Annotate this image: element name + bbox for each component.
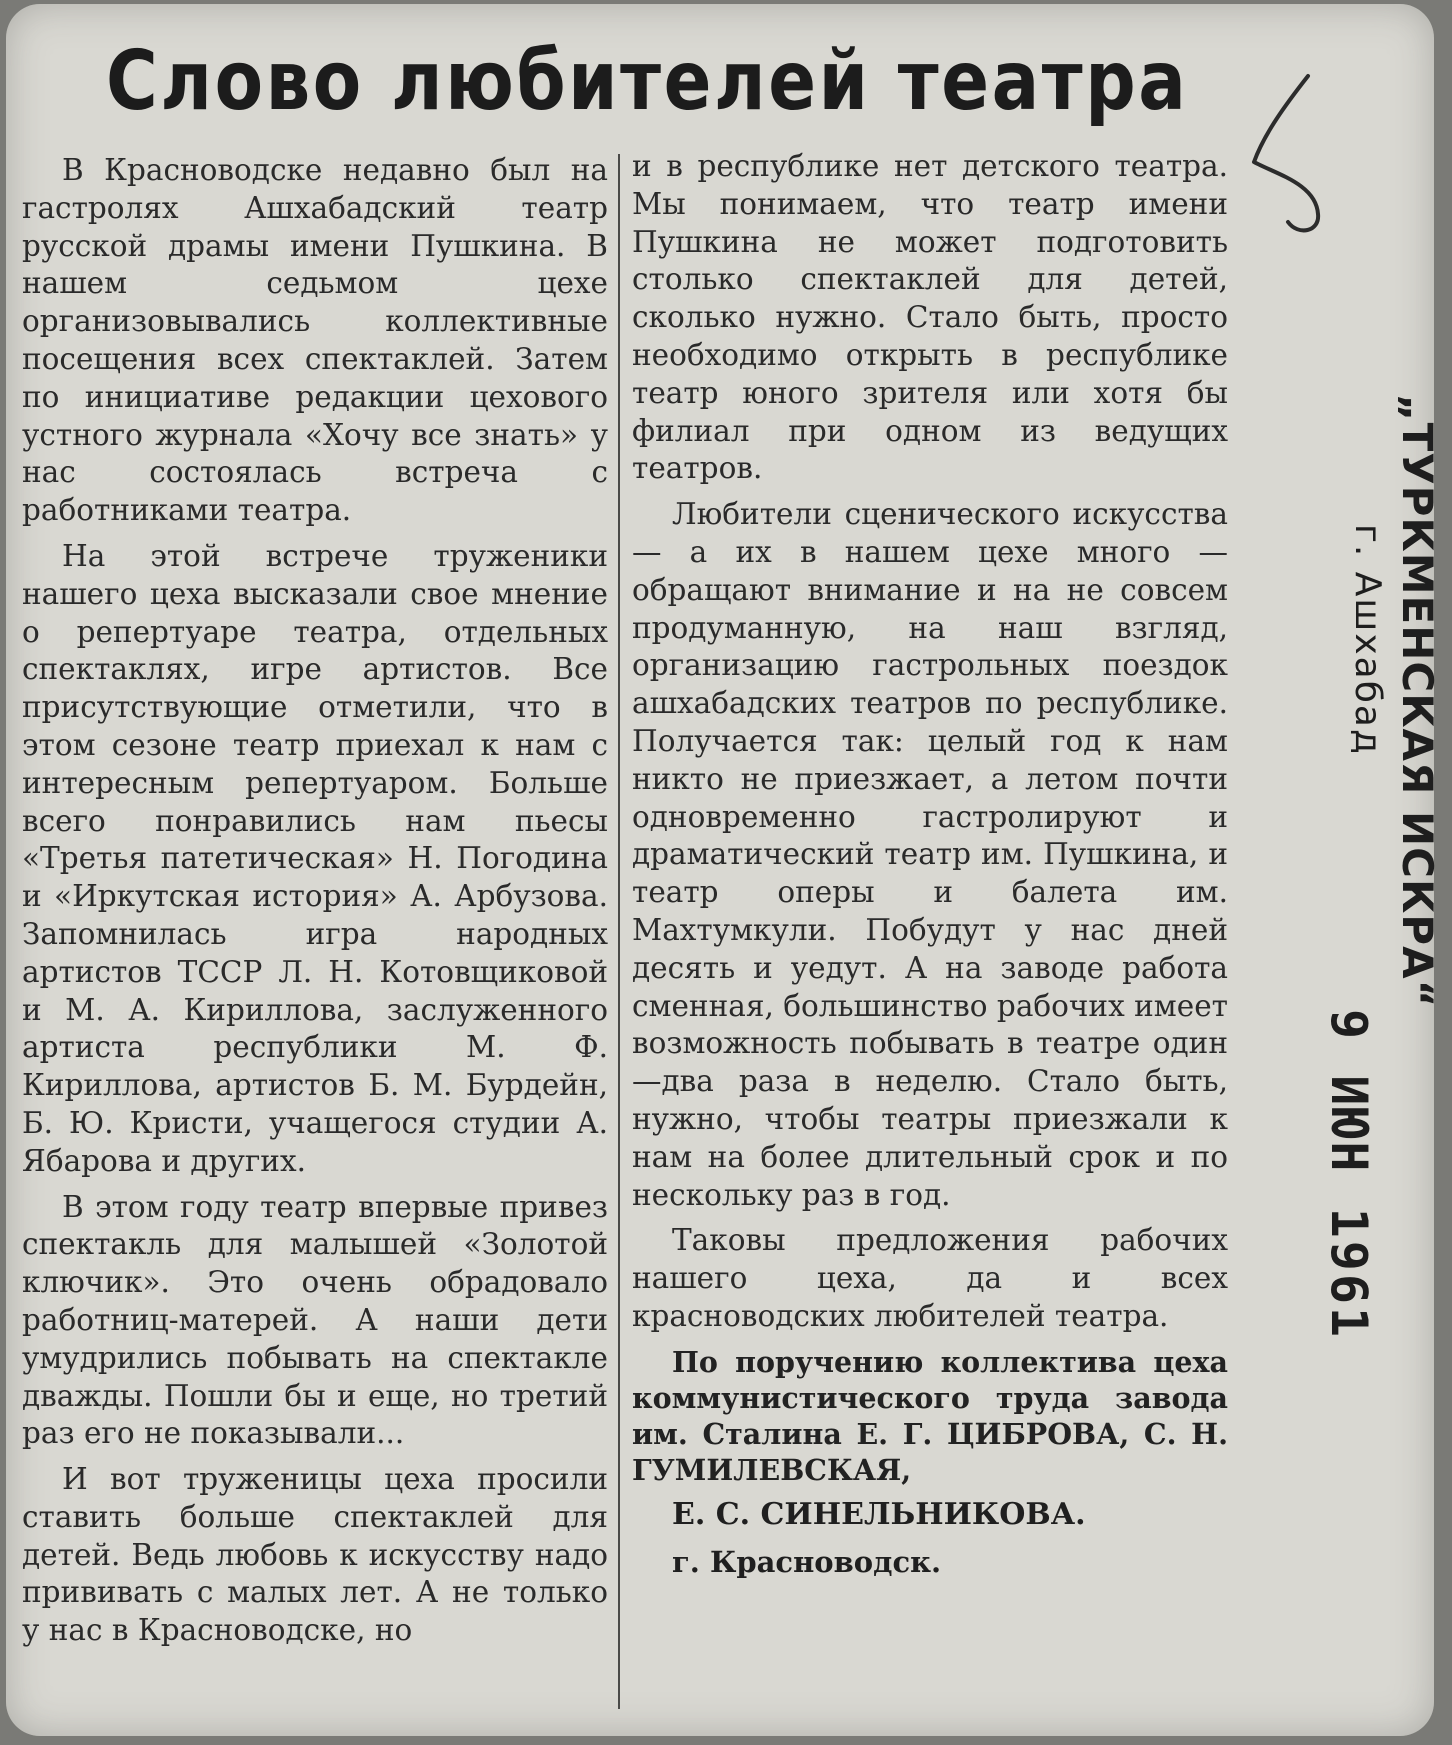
paragraph: и в республике нет детского театра. Мы понимаем, что театр имени Пушкина не может подготовить столько спектаклей для детей, сколько нужно. Стало быть, просто необходимо открыть в республике театр юного зрителя или хотя бы филиал при одном из ведущих театров.: [632, 149, 1228, 486]
article-column-right: [632, 148, 1228, 1708]
paragraph: В Красноводске недавно был на гастролях Ашхабадский театр русской драмы имени Пушкина. В нашем седьмом цехе организовывались коллективные посещения всех спектаклей. Затем по инициативе редакции цехового устного журнала «Хочу все знать» у нас состоялась встреча с работниками театра.: [22, 153, 608, 528]
paragraph: И вот труженицы цеха просили ставить больше спектаклей для детей. Ведь любовь к искусству надо прививать с малых лет. А не только у нас в Красноводске, но: [22, 1462, 608, 1648]
paragraph: В этом году театр впервые привез спектакль для малышей «Золотой ключик». Это очень обрадовало работниц-матерей. А наши дети умудрились побывать на спектакле дважды. Пошли бы и еще, но третий раз его не показывали...: [22, 1189, 608, 1451]
newspaper-clipping: [6, 4, 1442, 1736]
paragraph: На этой встрече труженики нашего цеха высказали свое мнение о репертуаре театра, отдельных спектаклях, игре артистов. Все присутствующие отметили, что в этом сезоне театр приехал к нам с интересным репертуаром. Больше всего понравились нам пьесы «Третья патетическая» Н. Погодина и «Иркутская история» А. Арбузова. Запомнилась игра народных артистов ТССР Л. Н. Котовщиковой и М. А. Кириллова, заслуженного артиста республики М. Ф. Кириллова, артистов Б. М. Бурдейн, Б. Ю. Кристи, учащегося студии А. Ябарова и других.: [22, 538, 608, 1178]
newspaper-name-stamp: „ТУРКМЕНСКАЯ ИСКРА“: [1393, 394, 1442, 1009]
date-stamp: 9 ИЮН 1961: [1320, 1009, 1378, 1341]
paragraph: Любители сценического искусства — а их в нашем цехе много — обращают внимание и на не совсем продуманную, на наш взгляд, организацию гастрольных поездок ашхабадских театров по республике. Получается так: целый год к нам никто не приезжает, а летом почти одновременно гастролируют и драматический театр им. Пушкина, и театр оперы и балета им. Махтумкули. Побудут у нас дней десять и уедут. А на заводе работа сменная, большинство рабочих имеет возможность побывать в театре один—два раза в неделю. Стало быть, нужно, чтобы театры приезжали к нам на более длительный срок и по нескольку раз в год.: [632, 497, 1228, 1212]
newspaper-city-stamp: г. Ашхабад: [1347, 524, 1388, 756]
signoff-city: г. Красноводск.: [672, 1544, 942, 1579]
article-column-left: [22, 152, 608, 1712]
signoff-last-author: Е. С. СИНЕЛЬНИКОВА.: [672, 1496, 1086, 1532]
paragraph: Таковы предложения рабочих нашего цеха, да и всех красноводских любителей театра.: [632, 1223, 1228, 1333]
article-headline: Слово любителей театра: [106, 34, 1189, 129]
signoff-authors: По поручению коллектива цеха коммунистического труда завода им. Сталина Е. Г. ЦИБРОВА, С. Н. ГУМИЛЕВСКАЯ,: [632, 1344, 1228, 1487]
handwritten-mark: [1246, 64, 1336, 244]
column-divider: [618, 154, 620, 1709]
